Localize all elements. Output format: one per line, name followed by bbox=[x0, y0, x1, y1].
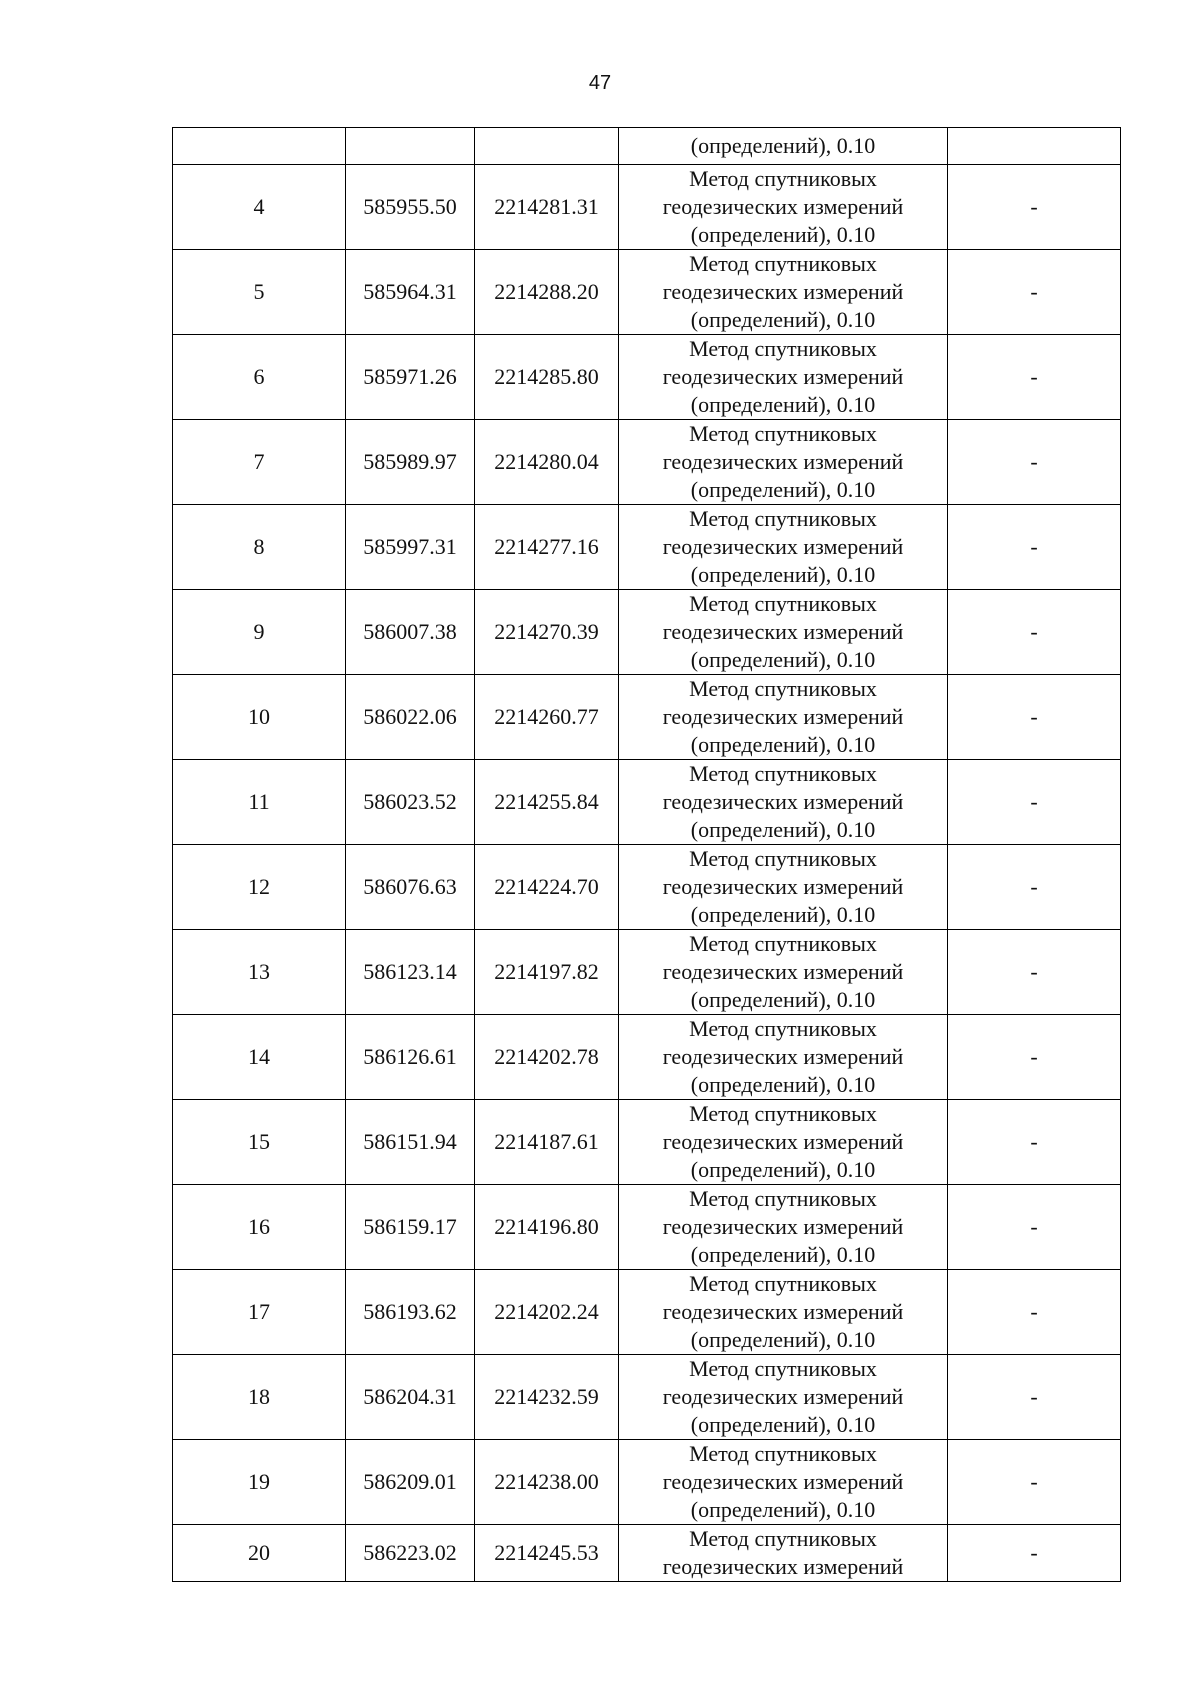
method-text-line: (определений), 0.10 bbox=[690, 392, 876, 417]
table-row-continuation bbox=[173, 128, 1121, 165]
table-row bbox=[173, 590, 1121, 675]
table-row bbox=[173, 1185, 1121, 1270]
note-cell: - bbox=[948, 1525, 1121, 1582]
x-coordinate-cell bbox=[346, 128, 475, 165]
table-row bbox=[173, 845, 1121, 930]
note-cell: - bbox=[948, 675, 1121, 760]
x-coordinate-cell: 586204.31 bbox=[346, 1355, 475, 1440]
point-number-cell: 8 bbox=[173, 505, 346, 590]
x-coordinate-cell: 586022.06 bbox=[346, 675, 475, 760]
method-text-line: Метод спутниковых bbox=[689, 676, 877, 701]
point-number-cell: 6 bbox=[173, 335, 346, 420]
method-cell bbox=[619, 505, 948, 590]
note-cell bbox=[948, 128, 1121, 165]
note-cell: - bbox=[948, 1100, 1121, 1185]
method-text-line: геодезических измерений bbox=[662, 194, 904, 219]
point-number-cell: 19 bbox=[173, 1440, 346, 1525]
y-coordinate-cell: 2214202.78 bbox=[475, 1015, 619, 1100]
note-cell: - bbox=[948, 1355, 1121, 1440]
x-coordinate-cell: 585971.26 bbox=[346, 335, 475, 420]
table-row bbox=[173, 250, 1121, 335]
method-text-line: геодезических измерений bbox=[662, 1469, 904, 1494]
method-cell bbox=[619, 760, 948, 845]
point-number-cell: 9 bbox=[173, 590, 346, 675]
y-coordinate-cell: 2214277.16 bbox=[475, 505, 619, 590]
method-cell bbox=[619, 675, 948, 760]
y-coordinate-cell: 2214245.53 bbox=[475, 1525, 619, 1582]
method-text-line: (определений), 0.10 bbox=[690, 1412, 876, 1437]
note-cell: - bbox=[948, 165, 1121, 250]
note-cell: - bbox=[948, 1185, 1121, 1270]
table-row bbox=[173, 1100, 1121, 1185]
point-number-cell: 13 bbox=[173, 930, 346, 1015]
method-text-line: Метод спутниковых bbox=[689, 1016, 877, 1041]
table-row bbox=[173, 1015, 1121, 1100]
method-text-line: геодезических измерений bbox=[662, 619, 904, 644]
method-text-line: (определений), 0.10 bbox=[690, 1242, 876, 1267]
note-cell: - bbox=[948, 1270, 1121, 1355]
y-coordinate-cell: 2214270.39 bbox=[475, 590, 619, 675]
method-text-line: геодезических измерений bbox=[662, 1214, 904, 1239]
point-number-cell: 4 bbox=[173, 165, 346, 250]
point-number-cell: 18 bbox=[173, 1355, 346, 1440]
y-coordinate-cell: 2214288.20 bbox=[475, 250, 619, 335]
y-coordinate-cell: 2214238.00 bbox=[475, 1440, 619, 1525]
note-cell: - bbox=[948, 335, 1121, 420]
method-text-line: Метод спутниковых bbox=[689, 1441, 877, 1466]
table-row bbox=[173, 505, 1121, 590]
method-text-line: геодезических измерений bbox=[662, 449, 904, 474]
method-text-line: Метод спутниковых bbox=[689, 1186, 877, 1211]
y-coordinate-cell: 2214197.82 bbox=[475, 930, 619, 1015]
table-row bbox=[173, 1355, 1121, 1440]
method-cell bbox=[619, 250, 948, 335]
x-coordinate-cell: 585955.50 bbox=[346, 165, 475, 250]
method-text-line: Метод спутниковых bbox=[689, 1101, 877, 1126]
method-text-line: Метод спутниковых bbox=[689, 336, 877, 361]
method-text-line: Метод спутниковых bbox=[689, 506, 877, 531]
note-cell: - bbox=[948, 930, 1121, 1015]
x-coordinate-cell: 585997.31 bbox=[346, 505, 475, 590]
table-row bbox=[173, 675, 1121, 760]
y-coordinate-cell bbox=[475, 128, 619, 165]
method-text-line: геодезических измерений bbox=[662, 279, 904, 304]
point-number-cell: 15 bbox=[173, 1100, 346, 1185]
x-coordinate-cell: 586159.17 bbox=[346, 1185, 475, 1270]
method-cell bbox=[619, 1355, 948, 1440]
note-cell: - bbox=[948, 1440, 1121, 1525]
method-text-line: геодезических измерений bbox=[662, 1384, 904, 1409]
method-text-line: Метод спутниковых bbox=[689, 1356, 877, 1381]
method-cell bbox=[619, 1525, 948, 1582]
table-row bbox=[173, 165, 1121, 250]
coordinates-table bbox=[172, 127, 1121, 1582]
table-row bbox=[173, 1440, 1121, 1525]
table-row bbox=[173, 420, 1121, 505]
method-text-line: геодезических измерений bbox=[662, 1044, 904, 1069]
method-text-line: геодезических измерений bbox=[662, 364, 904, 389]
point-number-cell: 14 bbox=[173, 1015, 346, 1100]
method-text-line: Метод спутниковых bbox=[689, 846, 877, 871]
method-text-line: геодезических измерений bbox=[662, 534, 904, 559]
point-number-cell: 17 bbox=[173, 1270, 346, 1355]
y-coordinate-cell: 2214232.59 bbox=[475, 1355, 619, 1440]
x-coordinate-cell: 585964.31 bbox=[346, 250, 475, 335]
point-number-cell: 5 bbox=[173, 250, 346, 335]
method-text-line: геодезических измерений bbox=[662, 1554, 904, 1579]
x-coordinate-cell: 586126.61 bbox=[346, 1015, 475, 1100]
method-cell bbox=[619, 1015, 948, 1100]
point-number-cell: 10 bbox=[173, 675, 346, 760]
method-text-line: геодезических измерений bbox=[662, 789, 904, 814]
table-row bbox=[173, 335, 1121, 420]
method-text-line: (определений), 0.10 bbox=[690, 307, 876, 332]
method-text-line: (определений), 0.10 bbox=[690, 817, 876, 842]
x-coordinate-cell: 586223.02 bbox=[346, 1525, 475, 1582]
x-coordinate-cell: 586007.38 bbox=[346, 590, 475, 675]
x-coordinate-cell: 586123.14 bbox=[346, 930, 475, 1015]
coordinates-table-body bbox=[173, 128, 1121, 1582]
note-cell: - bbox=[948, 250, 1121, 335]
table-row bbox=[173, 760, 1121, 845]
table-row bbox=[173, 1525, 1121, 1582]
method-cell bbox=[619, 1270, 948, 1355]
table-row bbox=[173, 1270, 1121, 1355]
y-coordinate-cell: 2214281.31 bbox=[475, 165, 619, 250]
method-text-line: (определений), 0.10 bbox=[690, 902, 876, 927]
method-cell bbox=[619, 1440, 948, 1525]
x-coordinate-cell: 585989.97 bbox=[346, 420, 475, 505]
method-text-line: Метод спутниковых bbox=[689, 251, 877, 276]
method-text-line: Метод спутниковых bbox=[689, 591, 877, 616]
method-text-line: (определений), 0.10 bbox=[690, 647, 876, 672]
method-text-line: (определений), 0.10 bbox=[690, 477, 876, 502]
x-coordinate-cell: 586151.94 bbox=[346, 1100, 475, 1185]
method-text-line: (определений), 0.10 bbox=[690, 1497, 876, 1522]
method-text-line: Метод спутниковых bbox=[689, 1271, 877, 1296]
y-coordinate-cell: 2214255.84 bbox=[475, 760, 619, 845]
y-coordinate-cell: 2214224.70 bbox=[475, 845, 619, 930]
method-text-line: геодезических измерений bbox=[662, 1299, 904, 1324]
method-text-line: (определений), 0.10 bbox=[690, 562, 876, 587]
point-number-cell: 7 bbox=[173, 420, 346, 505]
method-text-line: геодезических измерений bbox=[662, 959, 904, 984]
y-coordinate-cell: 2214202.24 bbox=[475, 1270, 619, 1355]
point-number-cell: 20 bbox=[173, 1525, 346, 1582]
method-text-line: (определений), 0.10 bbox=[690, 133, 876, 158]
method-text-line: Метод спутниковых bbox=[689, 1526, 877, 1551]
note-cell: - bbox=[948, 590, 1121, 675]
method-cell bbox=[619, 590, 948, 675]
method-text-line: Метод спутниковых bbox=[689, 166, 877, 191]
method-cell bbox=[619, 1185, 948, 1270]
method-text-line: (определений), 0.10 bbox=[690, 1072, 876, 1097]
y-coordinate-cell: 2214196.80 bbox=[475, 1185, 619, 1270]
method-cell bbox=[619, 128, 948, 165]
method-text-line: геодезических измерений bbox=[662, 704, 904, 729]
x-coordinate-cell: 586076.63 bbox=[346, 845, 475, 930]
note-cell: - bbox=[948, 760, 1121, 845]
method-cell bbox=[619, 165, 948, 250]
x-coordinate-cell: 586209.01 bbox=[346, 1440, 475, 1525]
method-cell bbox=[619, 420, 948, 505]
y-coordinate-cell: 2214280.04 bbox=[475, 420, 619, 505]
x-coordinate-cell: 586193.62 bbox=[346, 1270, 475, 1355]
note-cell: - bbox=[948, 1015, 1121, 1100]
method-cell bbox=[619, 930, 948, 1015]
method-text-line: геодезических измерений bbox=[662, 1129, 904, 1154]
note-cell: - bbox=[948, 420, 1121, 505]
method-text-line: Метод спутниковых bbox=[689, 931, 877, 956]
table-row bbox=[173, 930, 1121, 1015]
page-number: 47 bbox=[588, 72, 612, 94]
y-coordinate-cell: 2214285.80 bbox=[475, 335, 619, 420]
method-text-line: геодезических измерений bbox=[662, 874, 904, 899]
method-cell bbox=[619, 335, 948, 420]
method-text-line: Метод спутниковых bbox=[689, 421, 877, 446]
method-cell bbox=[619, 845, 948, 930]
point-number-cell: 12 bbox=[173, 845, 346, 930]
method-text-line: Метод спутниковых bbox=[689, 761, 877, 786]
point-number-cell: 11 bbox=[173, 760, 346, 845]
point-number-cell bbox=[173, 128, 346, 165]
point-number-cell: 16 bbox=[173, 1185, 346, 1270]
y-coordinate-cell: 2214260.77 bbox=[475, 675, 619, 760]
method-text-line: (определений), 0.10 bbox=[690, 732, 876, 757]
note-cell: - bbox=[948, 845, 1121, 930]
note-cell: - bbox=[948, 505, 1121, 590]
y-coordinate-cell: 2214187.61 bbox=[475, 1100, 619, 1185]
method-cell bbox=[619, 1100, 948, 1185]
method-text-line: (определений), 0.10 bbox=[690, 222, 876, 247]
method-text-line: (определений), 0.10 bbox=[690, 1327, 876, 1352]
method-text-line: (определений), 0.10 bbox=[690, 987, 876, 1012]
x-coordinate-cell: 586023.52 bbox=[346, 760, 475, 845]
method-text-line: (определений), 0.10 bbox=[690, 1157, 876, 1182]
